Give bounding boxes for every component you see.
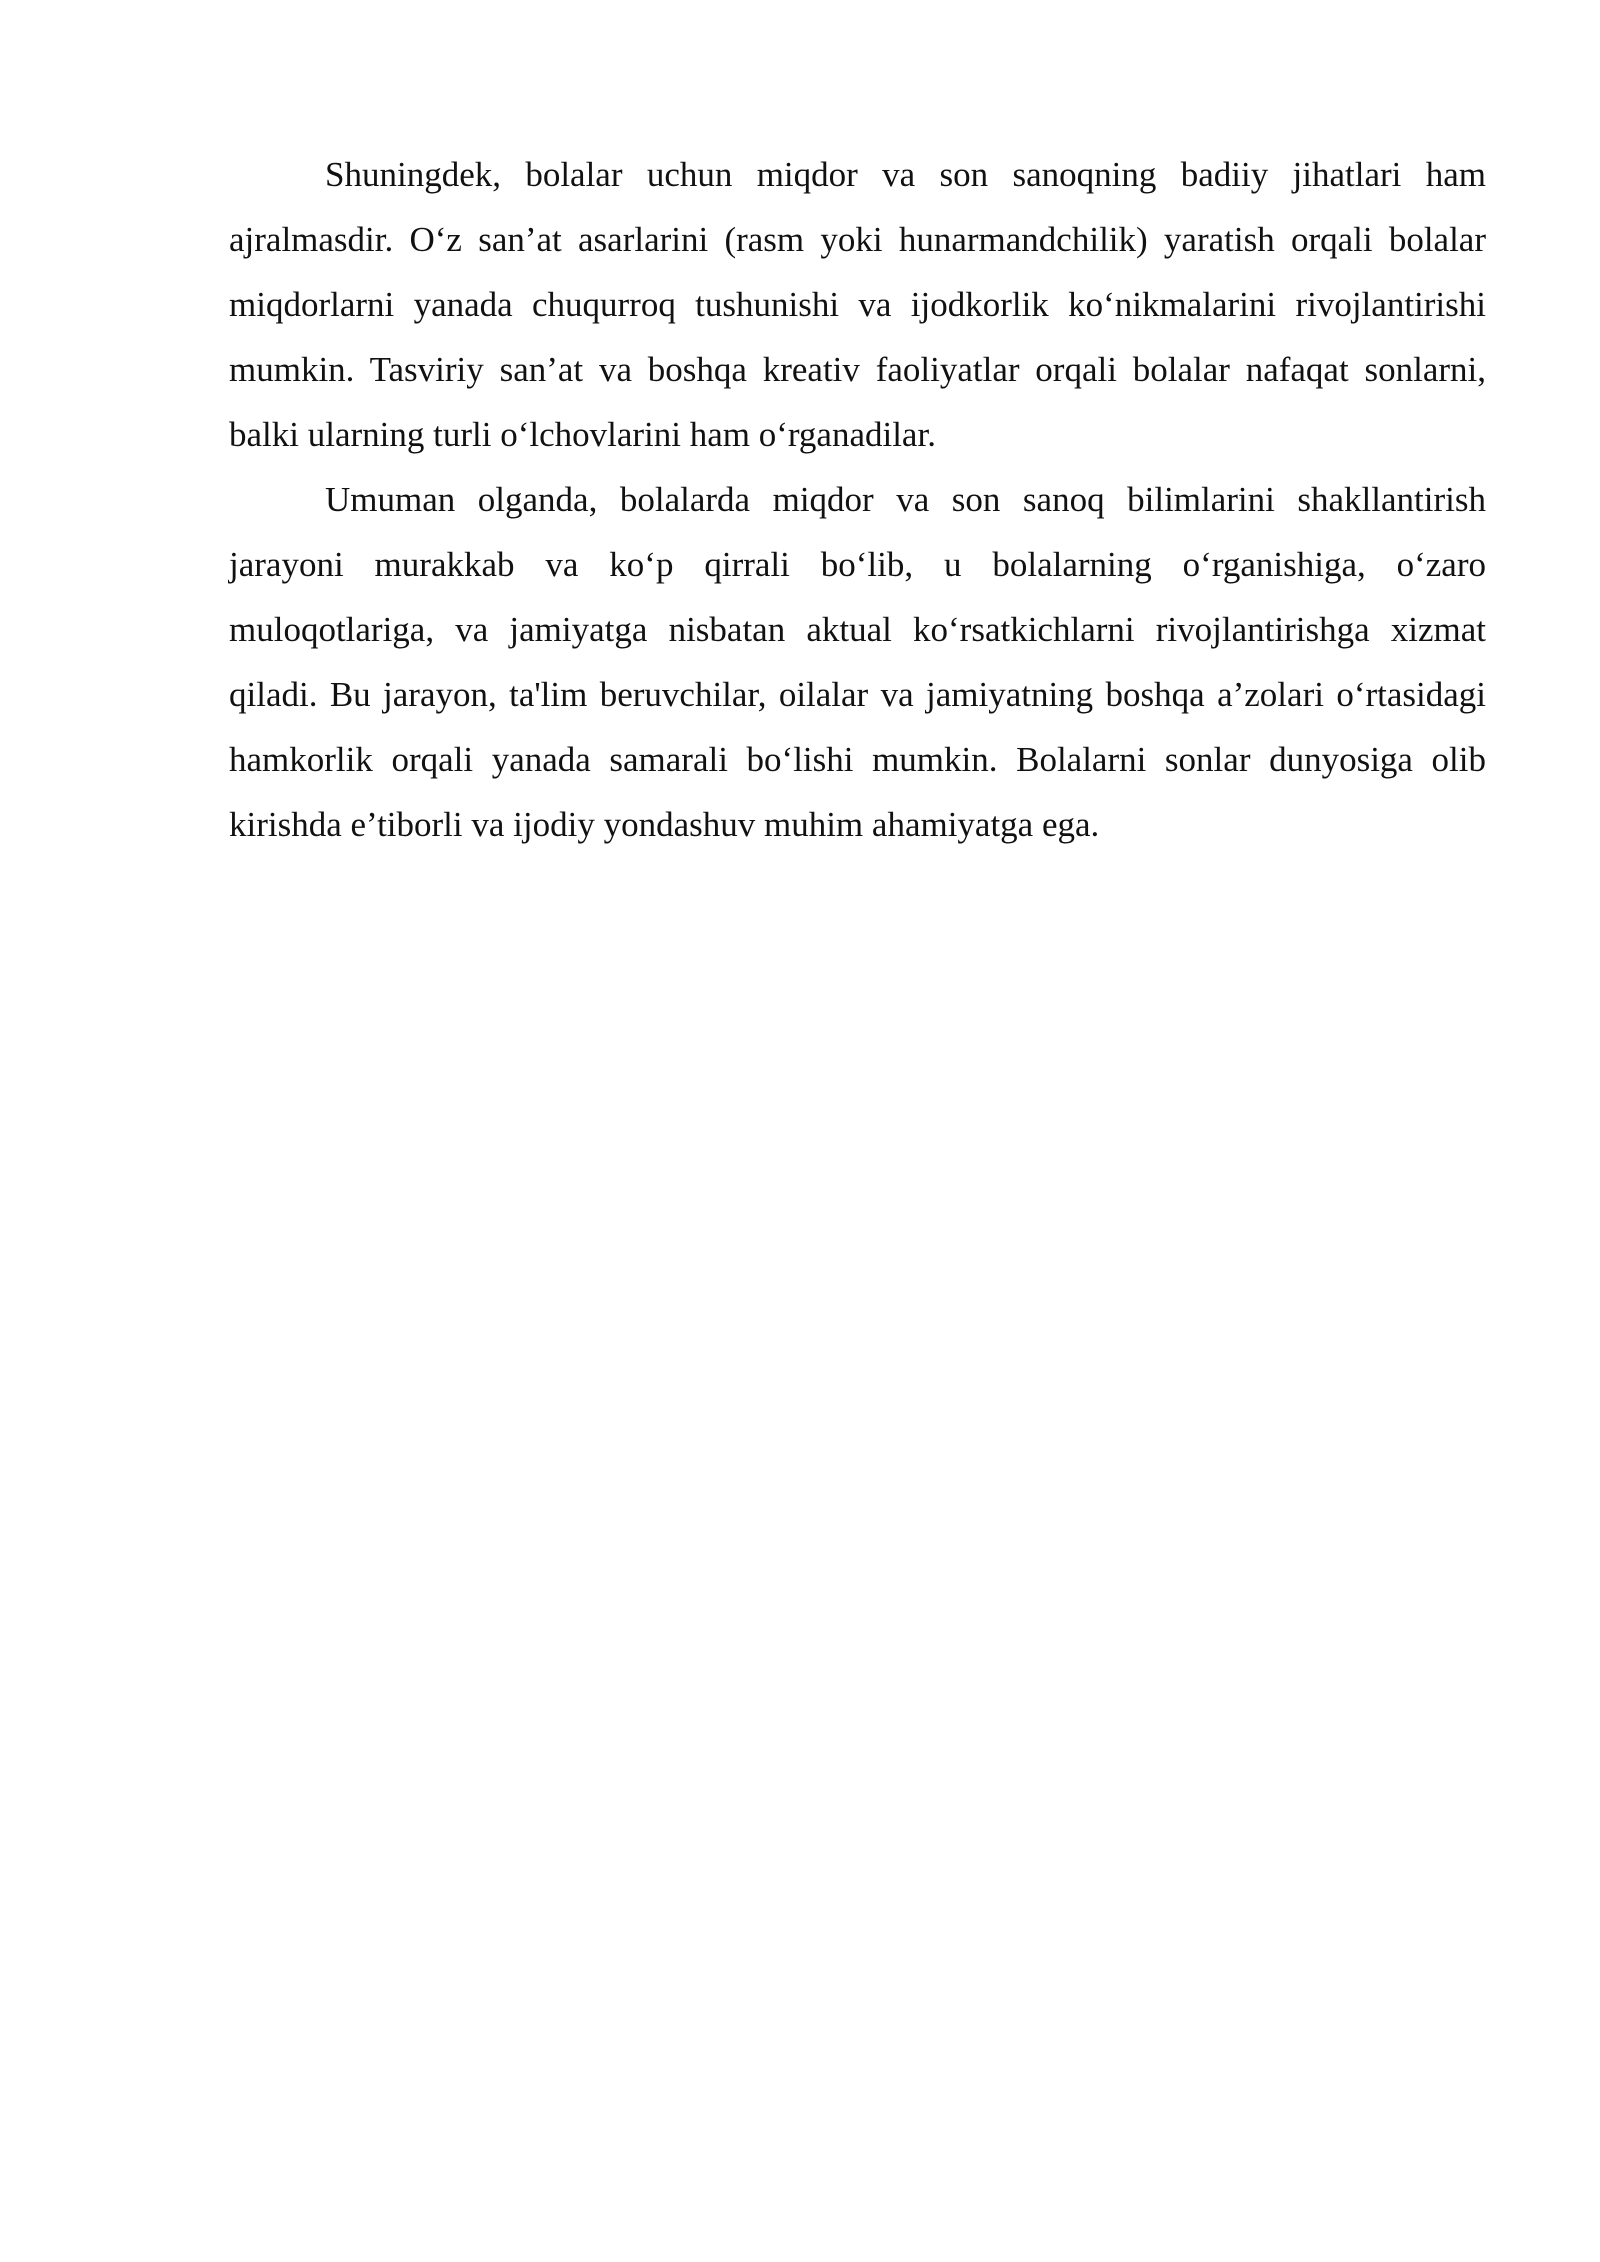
paragraph-1: Shuningdek, bolalar uchun miqdor va son sanoqning badiiy jihatlari ham ajralmasdir. O‘z san’at asarlarini (rasm yoki hunarmandchilik) yaratish orqali bolalar miqdorlarni yanada chuqurroq tushunishi va ijodkorlik ko‘nikmalarini rivojlantirishi mumkin. Tasviriy san’at va boshqa kreativ faoliyatlar orqali bolalar nafaqat sonlarni, balki ularning turli o‘lchovlarini ham o‘rganadilar. <box>229 155 1486 454</box>
body-text <box>229 142 1486 857</box>
paragraph-2: Umuman olganda, bolalarda miqdor va son sanoq bilimlarini shakllantirish jarayoni murakkab va ko‘p qirrali bo‘lib, u bolalarning o‘rganishiga, o‘zaro muloqotlariga, va jamiyatga nisbatan aktual ko‘rsatkichlarni rivojlantirishga xizmat qiladi. Bu jarayon, ta'lim beruvchilar, oilalar va jamiyatning boshqa a’zolari o‘rtasidagi hamkorlik orqali yanada samarali bo‘lishi mumkin. Bolalarni sonlar dunyosiga olib kirishda e’tiborli va ijodiy yondashuv muhim ahamiyatga ega. <box>229 480 1486 844</box>
